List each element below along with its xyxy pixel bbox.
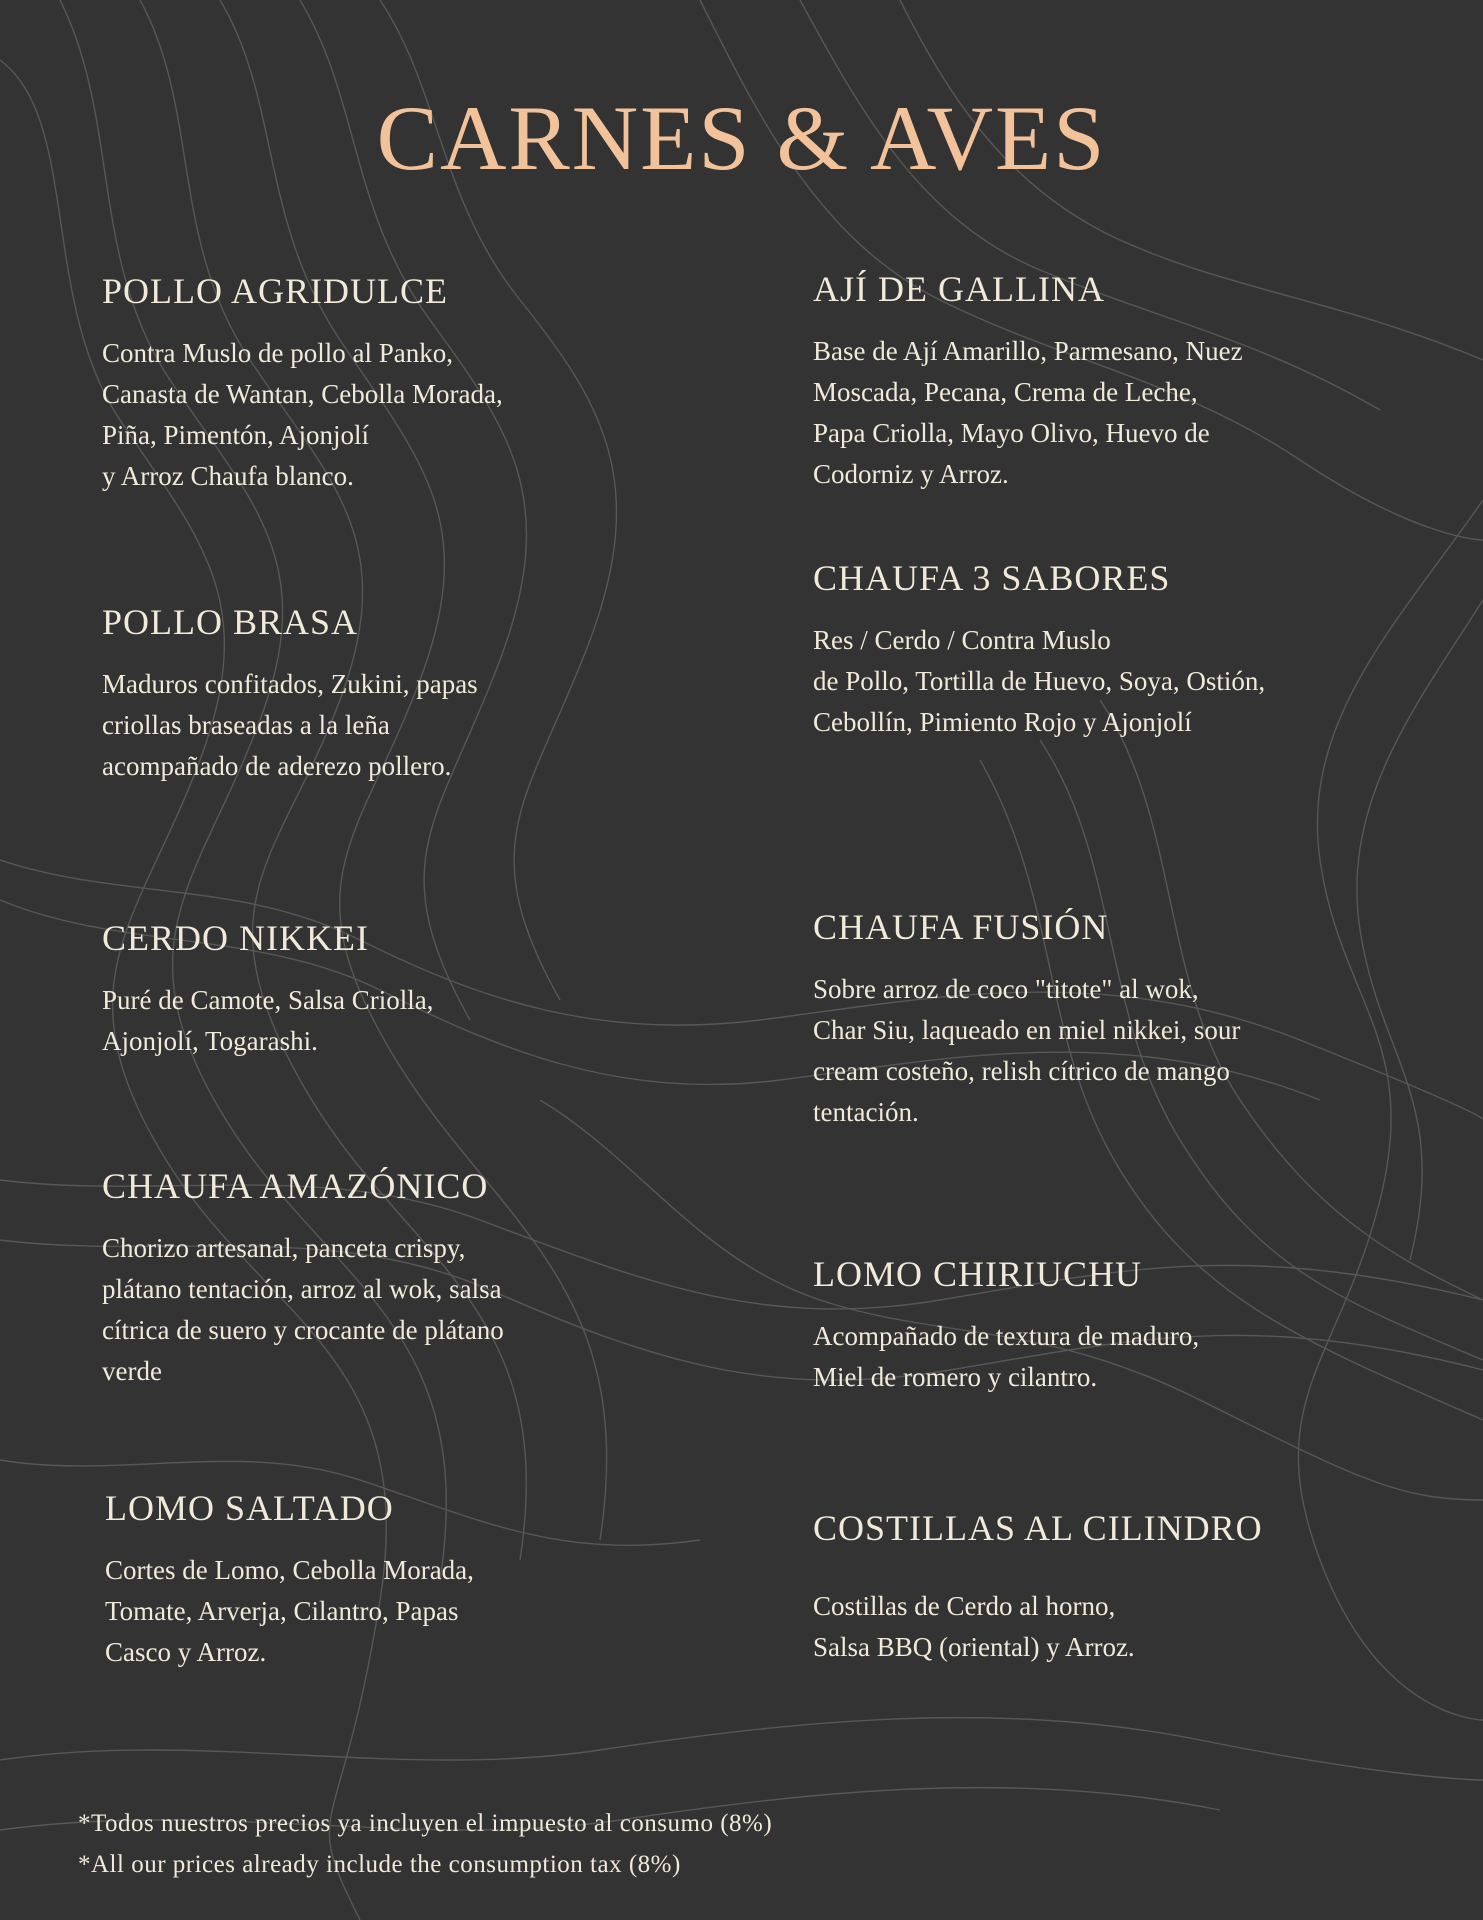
menu-item-name: COSTILLAS AL CILINDRO: [813, 1508, 1263, 1548]
menu-item-cerdo-nikkei: [102, 920, 662, 1062]
menu-title: CARNES & AVES: [376, 87, 1107, 189]
menu-item-name: CHAUFA 3 SABORES: [813, 558, 1171, 598]
menu-item-description: Acompañado de textura de maduro, Miel de romero y cilantro.: [813, 1321, 1200, 1392]
menu-item-name: CHAUFA FUSIÓN: [813, 907, 1109, 947]
menu-item-name: LOMO SALTADO: [105, 1488, 394, 1528]
menu-item-name: AJÍ DE GALLINA: [813, 269, 1105, 309]
menu-item-chaufa-fusion: [813, 909, 1413, 1133]
menu-item-lomo-saltado: [105, 1490, 665, 1673]
menu-item-name: CERDO NIKKEI: [102, 918, 369, 958]
menu-item-description: Cortes de Lomo, Cebolla Morada, Tomate, Arverja, Cilantro, Papas Casco y Arroz.: [105, 1555, 474, 1667]
menu-item-description: Maduros confitados, Zukini, papas criollas braseadas a la leña acompañado de aderezo pollero.: [102, 669, 478, 781]
menu-item-description: Puré de Camote, Salsa Criolla, Ajonjolí, Togarashi.: [102, 985, 434, 1056]
menu-item-name: CHAUFA AMAZÓNICO: [102, 1166, 489, 1206]
tax-note-spanish: *Todos nuestros precios ya incluyen el impuesto al consumo (8%): [78, 1810, 773, 1837]
menu-item-name: LOMO CHIRIUCHU: [813, 1254, 1142, 1294]
menu-item-description: Res / Cerdo / Contra Muslo de Pollo, Tortilla de Huevo, Soya, Ostión, Cebollín, Pimiento Rojo y Ajonjolí: [813, 625, 1266, 737]
menu-item-chaufa-amazonico: [102, 1168, 662, 1392]
menu-item-description: Sobre arroz de coco "titote" al wok, Char Siu, laqueado en miel nikkei, sour cream costeño, relish cítrico de mango tentación.: [813, 974, 1241, 1127]
menu-item-chaufa-3-sabores: [813, 560, 1433, 743]
menu-item-description: Costillas de Cerdo al horno, Salsa BBQ (oriental) y Arroz.: [813, 1591, 1135, 1662]
tax-note-english: *All our prices already include the consumption tax (8%): [78, 1851, 681, 1878]
menu-item-lomo-chiriuchu: [813, 1256, 1413, 1398]
menu-item-costillas-al-cilindro: [813, 1510, 1413, 1668]
menu-item-pollo-brasa: [102, 604, 662, 787]
menu-item-name: POLLO AGRIDULCE: [102, 271, 448, 311]
menu-item-description: Contra Muslo de pollo al Panko, Canasta de Wantan, Cebolla Morada, Piña, Pimentón, Ajonjolí y Arroz Chaufa blanco.: [102, 338, 503, 491]
menu-item-name: POLLO BRASA: [102, 602, 359, 642]
menu-item-description: Chorizo artesanal, panceta crispy, plátano tentación, arroz al wok, salsa cítrica de suero y crocante de plátano verde: [102, 1233, 504, 1386]
menu-item-pollo-agridulce: [102, 273, 662, 497]
menu-item-aji-de-gallina: [813, 271, 1413, 495]
menu-item-description: Base de Ají Amarillo, Parmesano, Nuez Moscada, Pecana, Crema de Leche, Papa Criolla, Mayo Olivo, Huevo de Codorniz y Arroz.: [813, 336, 1243, 489]
